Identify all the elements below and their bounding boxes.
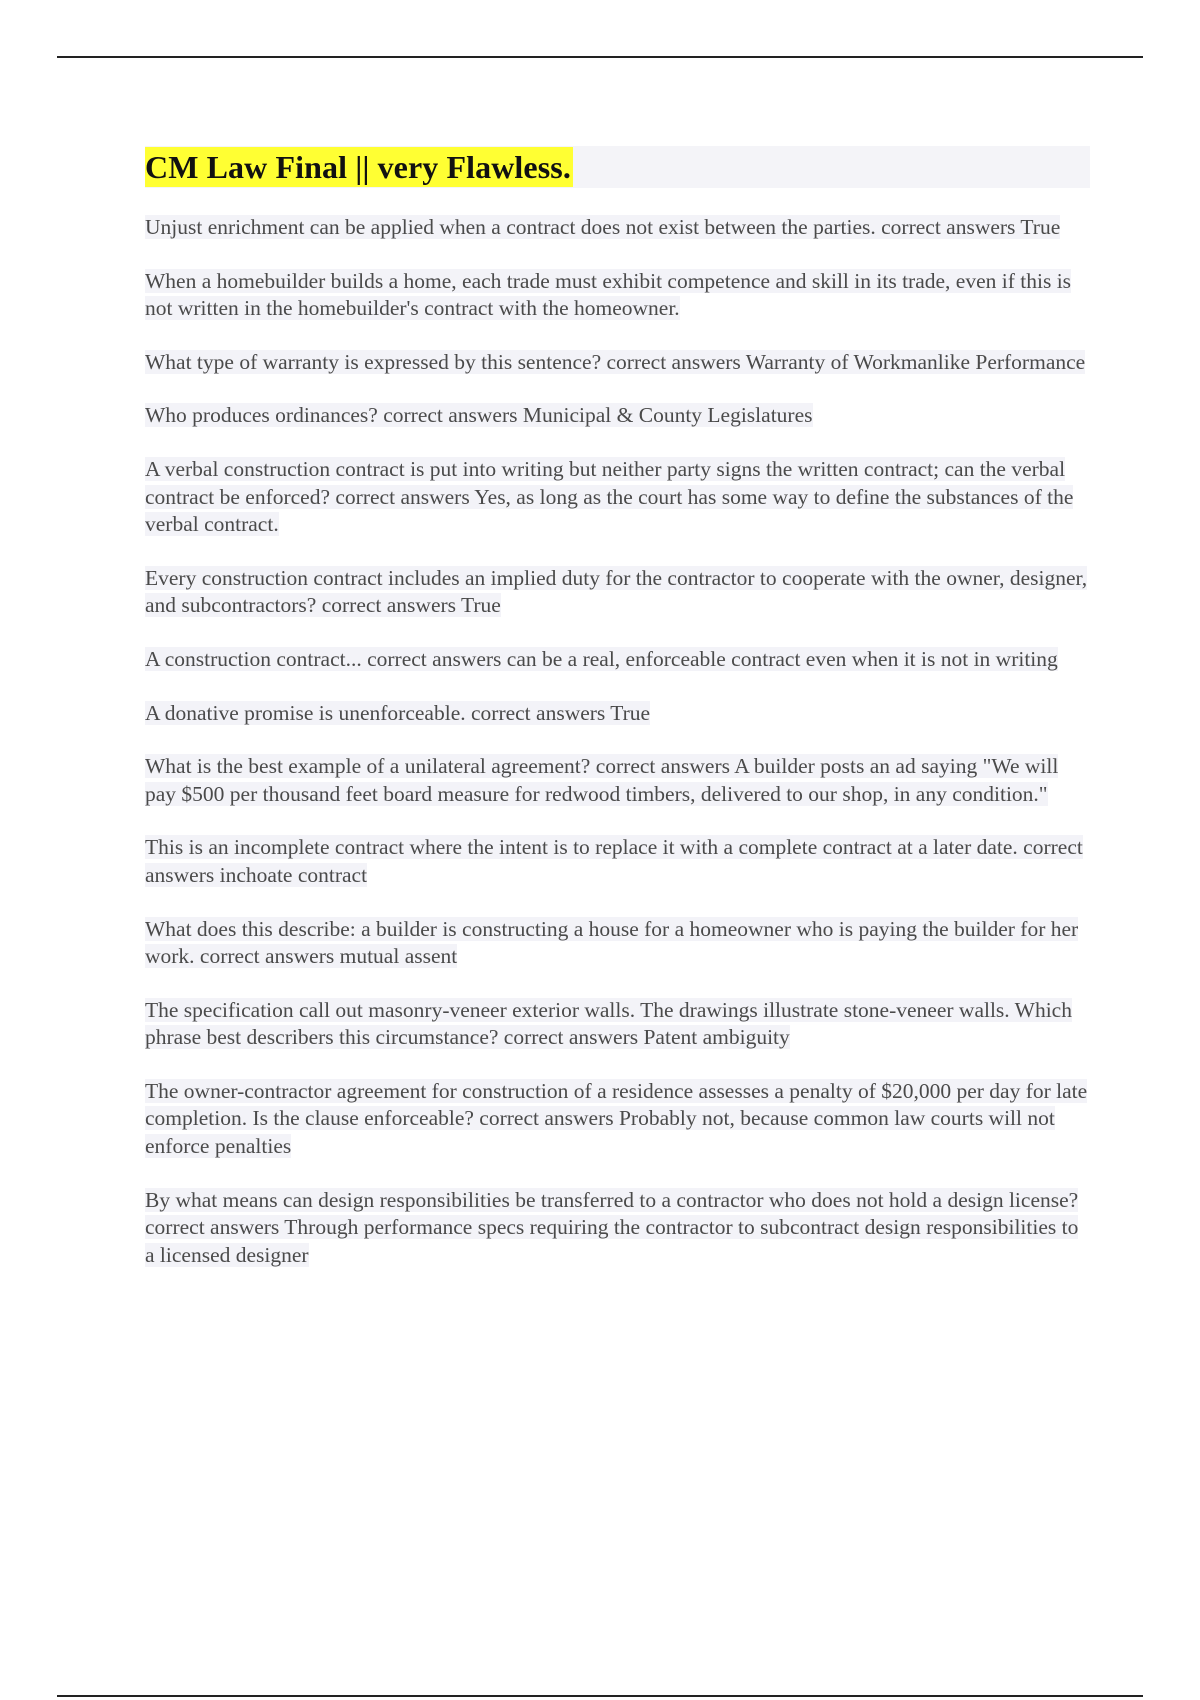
document-body <box>145 146 1090 1295</box>
document-title: CM Law Final || very Flawless. <box>145 149 571 185</box>
top-rule <box>57 56 1143 58</box>
bottom-rule <box>57 1695 1143 1697</box>
qa-item-9: What is the best example of a unilateral agreement? correct answers A builder posts an ad saying "We will pay $500 per thousand feet board measure for redwood timbers, delivered to our shop, in any condition." <box>145 754 1059 806</box>
title-band <box>145 146 1090 188</box>
qa-item-7: A construction contract... correct answers can be a real, enforceable contract even when it is not in writing <box>145 646 1058 671</box>
qa-item-14: By what means can design responsibilities be transferred to a contractor who does not hold a design license? correct answers Through performance specs requiring the contractor to subcontract design responsibilities to a licensed designer <box>145 1187 1079 1267</box>
qa-item-8: A donative promise is unenforceable. correct answers True <box>145 700 651 725</box>
qa-item-13: The owner-contractor agreement for construction of a residence assesses a penalty of $20,000 per day for late completion. Is the clause enforceable? correct answers Probably not, because common law courts will not enforce penalties <box>145 1078 1088 1159</box>
qa-item-4: Who produces ordinances? correct answers Municipal & County Legislatures <box>145 403 813 428</box>
qa-item-2: When a homebuilder builds a home, each trade must exhibit competence and skill in its trade, even if this is not written in the homebuilder's contract with the homeowner. <box>145 268 1072 321</box>
qa-item-3: What type of warranty is expressed by this sentence? correct answers Warranty of Workmanlike Performance <box>145 349 1086 374</box>
qa-item-6: Every construction contract includes an implied duty for the contractor to cooperate with the owner, designer, and subcontractors? correct answers True <box>145 565 1088 618</box>
qa-item-1: Unjust enrichment can be applied when a contract does not exist between the parties. correct answers True <box>145 215 1061 239</box>
qa-item-12: The specification call out masonry-veneer exterior walls. The drawings illustrate stone-veneer walls. Which phrase best describers this circumstance? correct answers Patent ambiguity <box>145 997 1072 1050</box>
qa-item-10: This is an incomplete contract where the intent is to replace it with a complete contract at a later date. correct answers inchoate contract <box>145 835 1083 887</box>
qa-item-11: What does this describe: a builder is constructing a house for a homeowner who is paying the builder for her work. correct answers mutual assent <box>145 916 1079 969</box>
qa-item-5: A verbal construction contract is put into writing but neither party signs the written contract; can the verbal contract be enforced? correct answers Yes, as long as the court has some way to define the substances of the verbal contract. <box>145 456 1074 537</box>
